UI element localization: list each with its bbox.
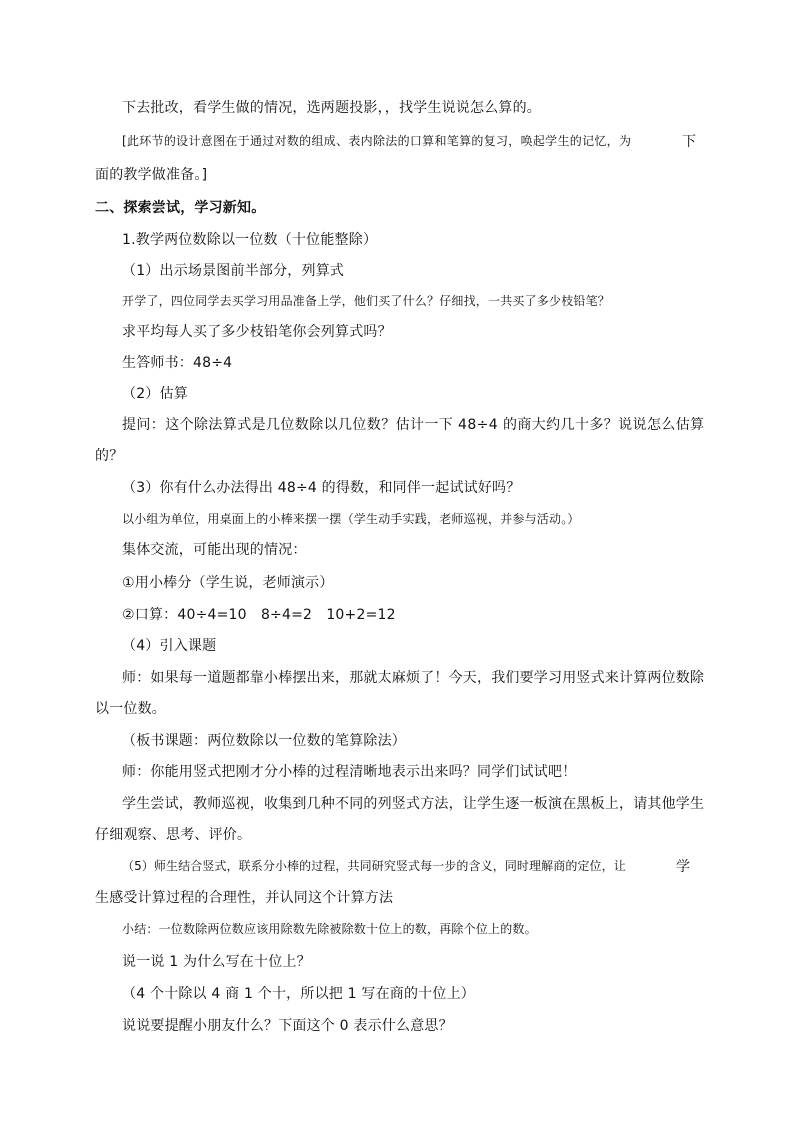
list-item: ①用小棒分（学生说，老师演示） [122,575,334,591]
paragraph-line-fragment: 学 [676,859,690,875]
step-heading: （5）师生结合竖式，联系分小棒的过程，共同研究竖式每一步的含义，同时理解商的定位，让 [122,859,626,873]
paragraph-line: （板书课题：两位数除以一位数的笔算除法） [122,733,406,749]
paragraph-line: 下去批改，看学生做的情况，选两题投影，，找学生说说怎么算的。 [122,100,541,116]
step-heading: （4）引入课题 [122,638,217,654]
paragraph-line: 提问：这个除法算式是几位数除以几位数？估计一下 48÷4 的商大约几十多？说说怎么估算 [122,417,705,433]
paragraph-line: 说说要提醒小朋友什么？下面这个 0 表示什么意思？ [122,1018,453,1034]
paragraph-line: 生答师书：48÷4 [122,355,233,371]
paragraph-line: 面的教学做准备。] [95,167,208,183]
subsection-heading: 1.教学两位数除以一位数（十位能整除） [122,232,378,248]
paragraph-line: 以一位数。 [95,701,166,717]
step-heading: （1）出示场景图前半部分，列算式 [122,263,345,279]
paragraph-line: 生感受计算过程的合理性，并认同这个计算方法 [95,890,394,906]
paragraph-line: 师：你能用竖式把刚才分小棒的过程清晰地表示出来吗？同学们试试吧！ [122,764,577,780]
paragraph-line: 的？ [95,448,124,464]
paragraph-line: 集体交流，可能出现的情况： [122,542,307,558]
section-heading: 二、探索尝试，学习新知。 [95,200,266,216]
paragraph-line-fragment: 下 [682,134,696,150]
paragraph-line: 说一说 1 为什么写在十位上？ [122,954,311,970]
design-intent-note: [此环节的设计意图在于通过对数的组成、表内除法的口算和笔算的复习，唤起学生的记忆，为 [122,134,632,148]
step-heading: （3）你有什么办法得出 48÷4 的得数，和同伴一起试试好吗？ [122,480,521,496]
summary-line: 小结：一位数除两位数应该用除数先除被除数十位上的数，再除个位上的数。 [122,922,537,936]
step-heading: （2）估算 [122,386,188,402]
paragraph-line: （4 个十除以 4 商 1 个十，所以把 1 写在商的十位上） [122,986,475,1002]
list-item: ②口算：40÷4=10 8÷4=2 10+2=12 [122,607,396,623]
paragraph-line: 以小组为单位，用桌面上的小棒来摆一摆（学生动手实践，老师巡视，并参与活动。） [122,512,580,526]
paragraph-line: 求平均每人买了多少枝铅笔你会列算式吗？ [122,324,392,340]
paragraph-line: 师：如果每一道题都靠小棒摆出来，那就太麻烦了！今天，我们要学习用竖式来计算两位数除 [122,670,705,686]
paragraph-line: 仔细观察、思考、评价。 [95,827,252,843]
paragraph-line: 学生尝试，教师巡视，收集到几种不同的列竖式方法，让学生逐一板演在黑板上，请其他学生 [122,796,705,812]
paragraph-line: 开学了，四位同学去买学习用品准备上学，他们买了什么？仔细找，一共买了多少枝铅笔？ [122,294,611,308]
